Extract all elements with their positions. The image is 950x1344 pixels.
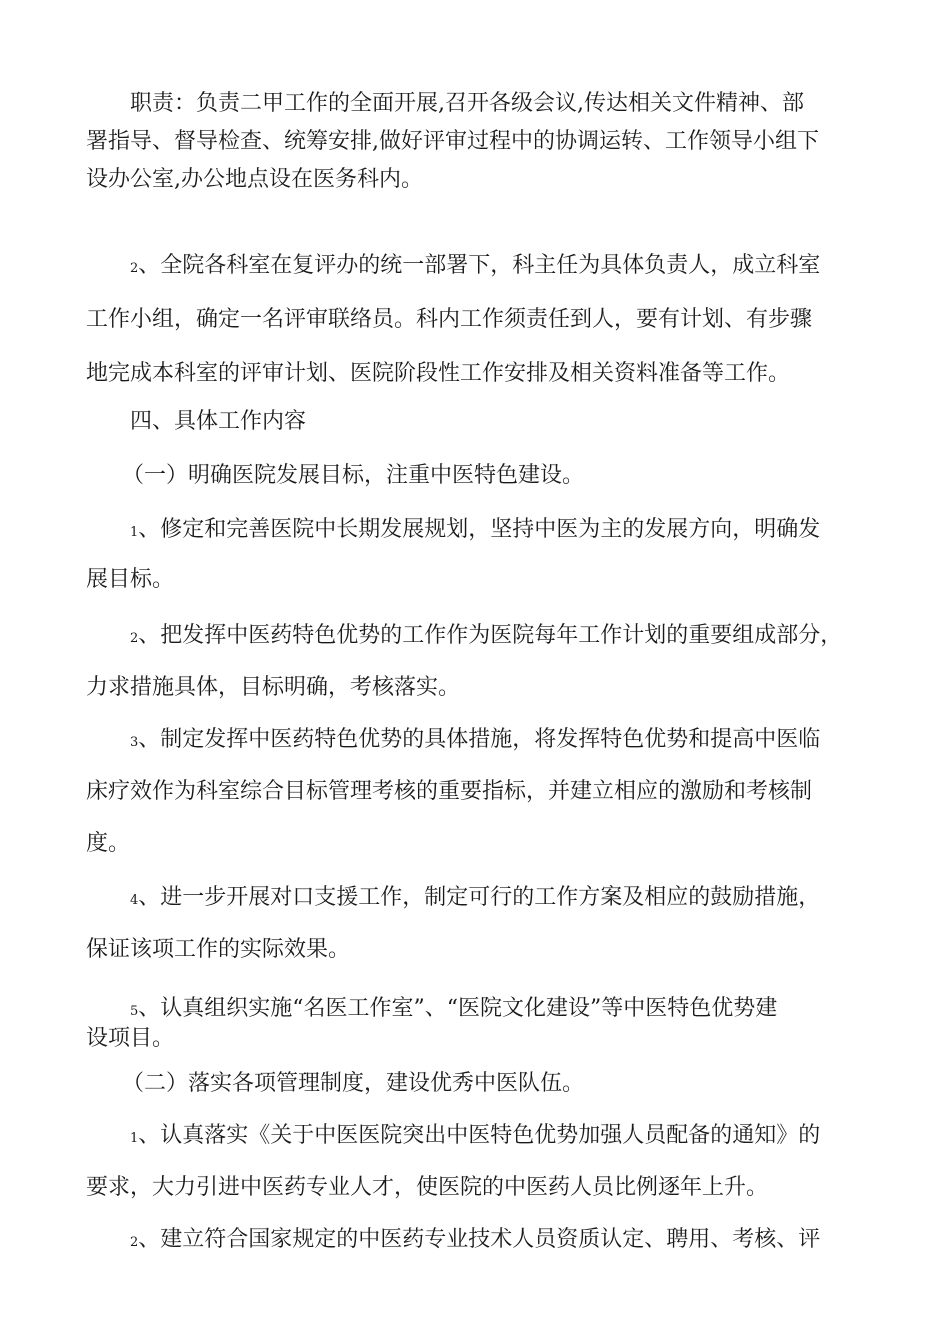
paragraph-sub1-item-1 (86, 512, 886, 598)
text-line: 保证该项工作的实际效果。 (86, 937, 351, 962)
paragraph-sub1-item-5 (86, 991, 886, 1057)
text-line: 床疗效作为科室综合目标管理考核的重要指标，并建立相应的激励和考核制 (86, 779, 813, 804)
text-line (86, 722, 886, 774)
text-line (86, 618, 886, 670)
paragraph-item-2-departments (86, 248, 886, 392)
paragraph-sub1-item-4 (86, 880, 886, 968)
paragraph-duties (86, 86, 886, 198)
item-number: 5 (130, 1004, 139, 1019)
text-line: 工作小组，确定一名评审联络员。科内工作须责任到人，要有计划、有步骤 (86, 307, 813, 332)
subsection-heading-1 (86, 458, 886, 494)
item-number: 1 (130, 1131, 139, 1146)
item-number: 2 (130, 1235, 139, 1250)
text-line: 四、具体工作内容 (130, 409, 307, 434)
item-number: 4 (130, 893, 139, 908)
item-number: 3 (130, 735, 139, 750)
subsection-heading-2 (86, 1066, 886, 1102)
text-line: 职责：负责二甲工作的全面开展,召开各级会议,传达相关文件精神、部 (130, 91, 804, 116)
text-line: （一）明确医院发展目标，注重中医特色建设。 (122, 463, 585, 488)
text-line: 展目标。 (86, 567, 175, 592)
text-content: 、认真组织实施“名医工作室”、“医院文化建设”等中医特色优势建 (138, 996, 778, 1021)
text-content: 、修定和完善医院中长期发展规划，坚持中医为主的发展方向，明确发 (138, 517, 821, 542)
text-content: 、建立符合国家规定的中医药专业技术人员资质认定、聘用、考核、评 (138, 1227, 821, 1252)
text-line (86, 1118, 886, 1170)
item-number: 1 (130, 525, 139, 540)
text-line: （二）落实各项管理制度，建设优秀中医队伍。 (122, 1071, 585, 1096)
paragraph-sub2-item-2 (86, 1222, 886, 1258)
text-content: 、把发挥中医药特色优势的工作作为医院每年工作计划的重要组成部分， (138, 623, 843, 648)
text-content: 、制定发挥中医药特色优势的具体措施，将发挥特色优势和提高中医临 (138, 727, 821, 752)
item-number: 2 (130, 261, 139, 276)
paragraph-sub2-item-1 (86, 1118, 886, 1206)
text-line (86, 1222, 886, 1258)
text-line: 地完成本科室的评审计划、医院阶段性工作安排及相关资料准备等工作。 (86, 361, 791, 386)
text-line: 要求，大力引进中医药专业人才，使医院的中医药人员比例逐年上升。 (86, 1175, 769, 1200)
text-line (86, 512, 886, 562)
text-line (86, 880, 886, 932)
item-number: 2 (130, 631, 139, 646)
paragraph-sub1-item-2 (86, 618, 886, 706)
text-line: 署指导、督导检查、统筹安排,做好评审过程中的协调运转、工作领导小组下 (86, 129, 819, 154)
text-content: 、全院各科室在复评办的统一部署下，科主任为具体负责人，成立科室 (138, 253, 821, 278)
section-heading-4 (86, 404, 886, 440)
text-line: 力求措施具体，目标明确，考核落实。 (86, 675, 461, 700)
text-line: 设项目。 (86, 1026, 175, 1051)
paragraph-sub1-item-3 (86, 722, 886, 862)
text-line (86, 991, 886, 1021)
text-content: 、认真落实《关于中医医院突出中医特色优势加强人员配备的通知》的 (138, 1123, 821, 1148)
text-content: 、进一步开展对口支援工作，制定可行的工作方案及相应的鼓励措施， (138, 885, 821, 910)
text-line (86, 248, 886, 302)
text-line: 设办公室,办公地点设在医务科内。 (86, 167, 423, 192)
text-line: 度。 (86, 831, 131, 856)
